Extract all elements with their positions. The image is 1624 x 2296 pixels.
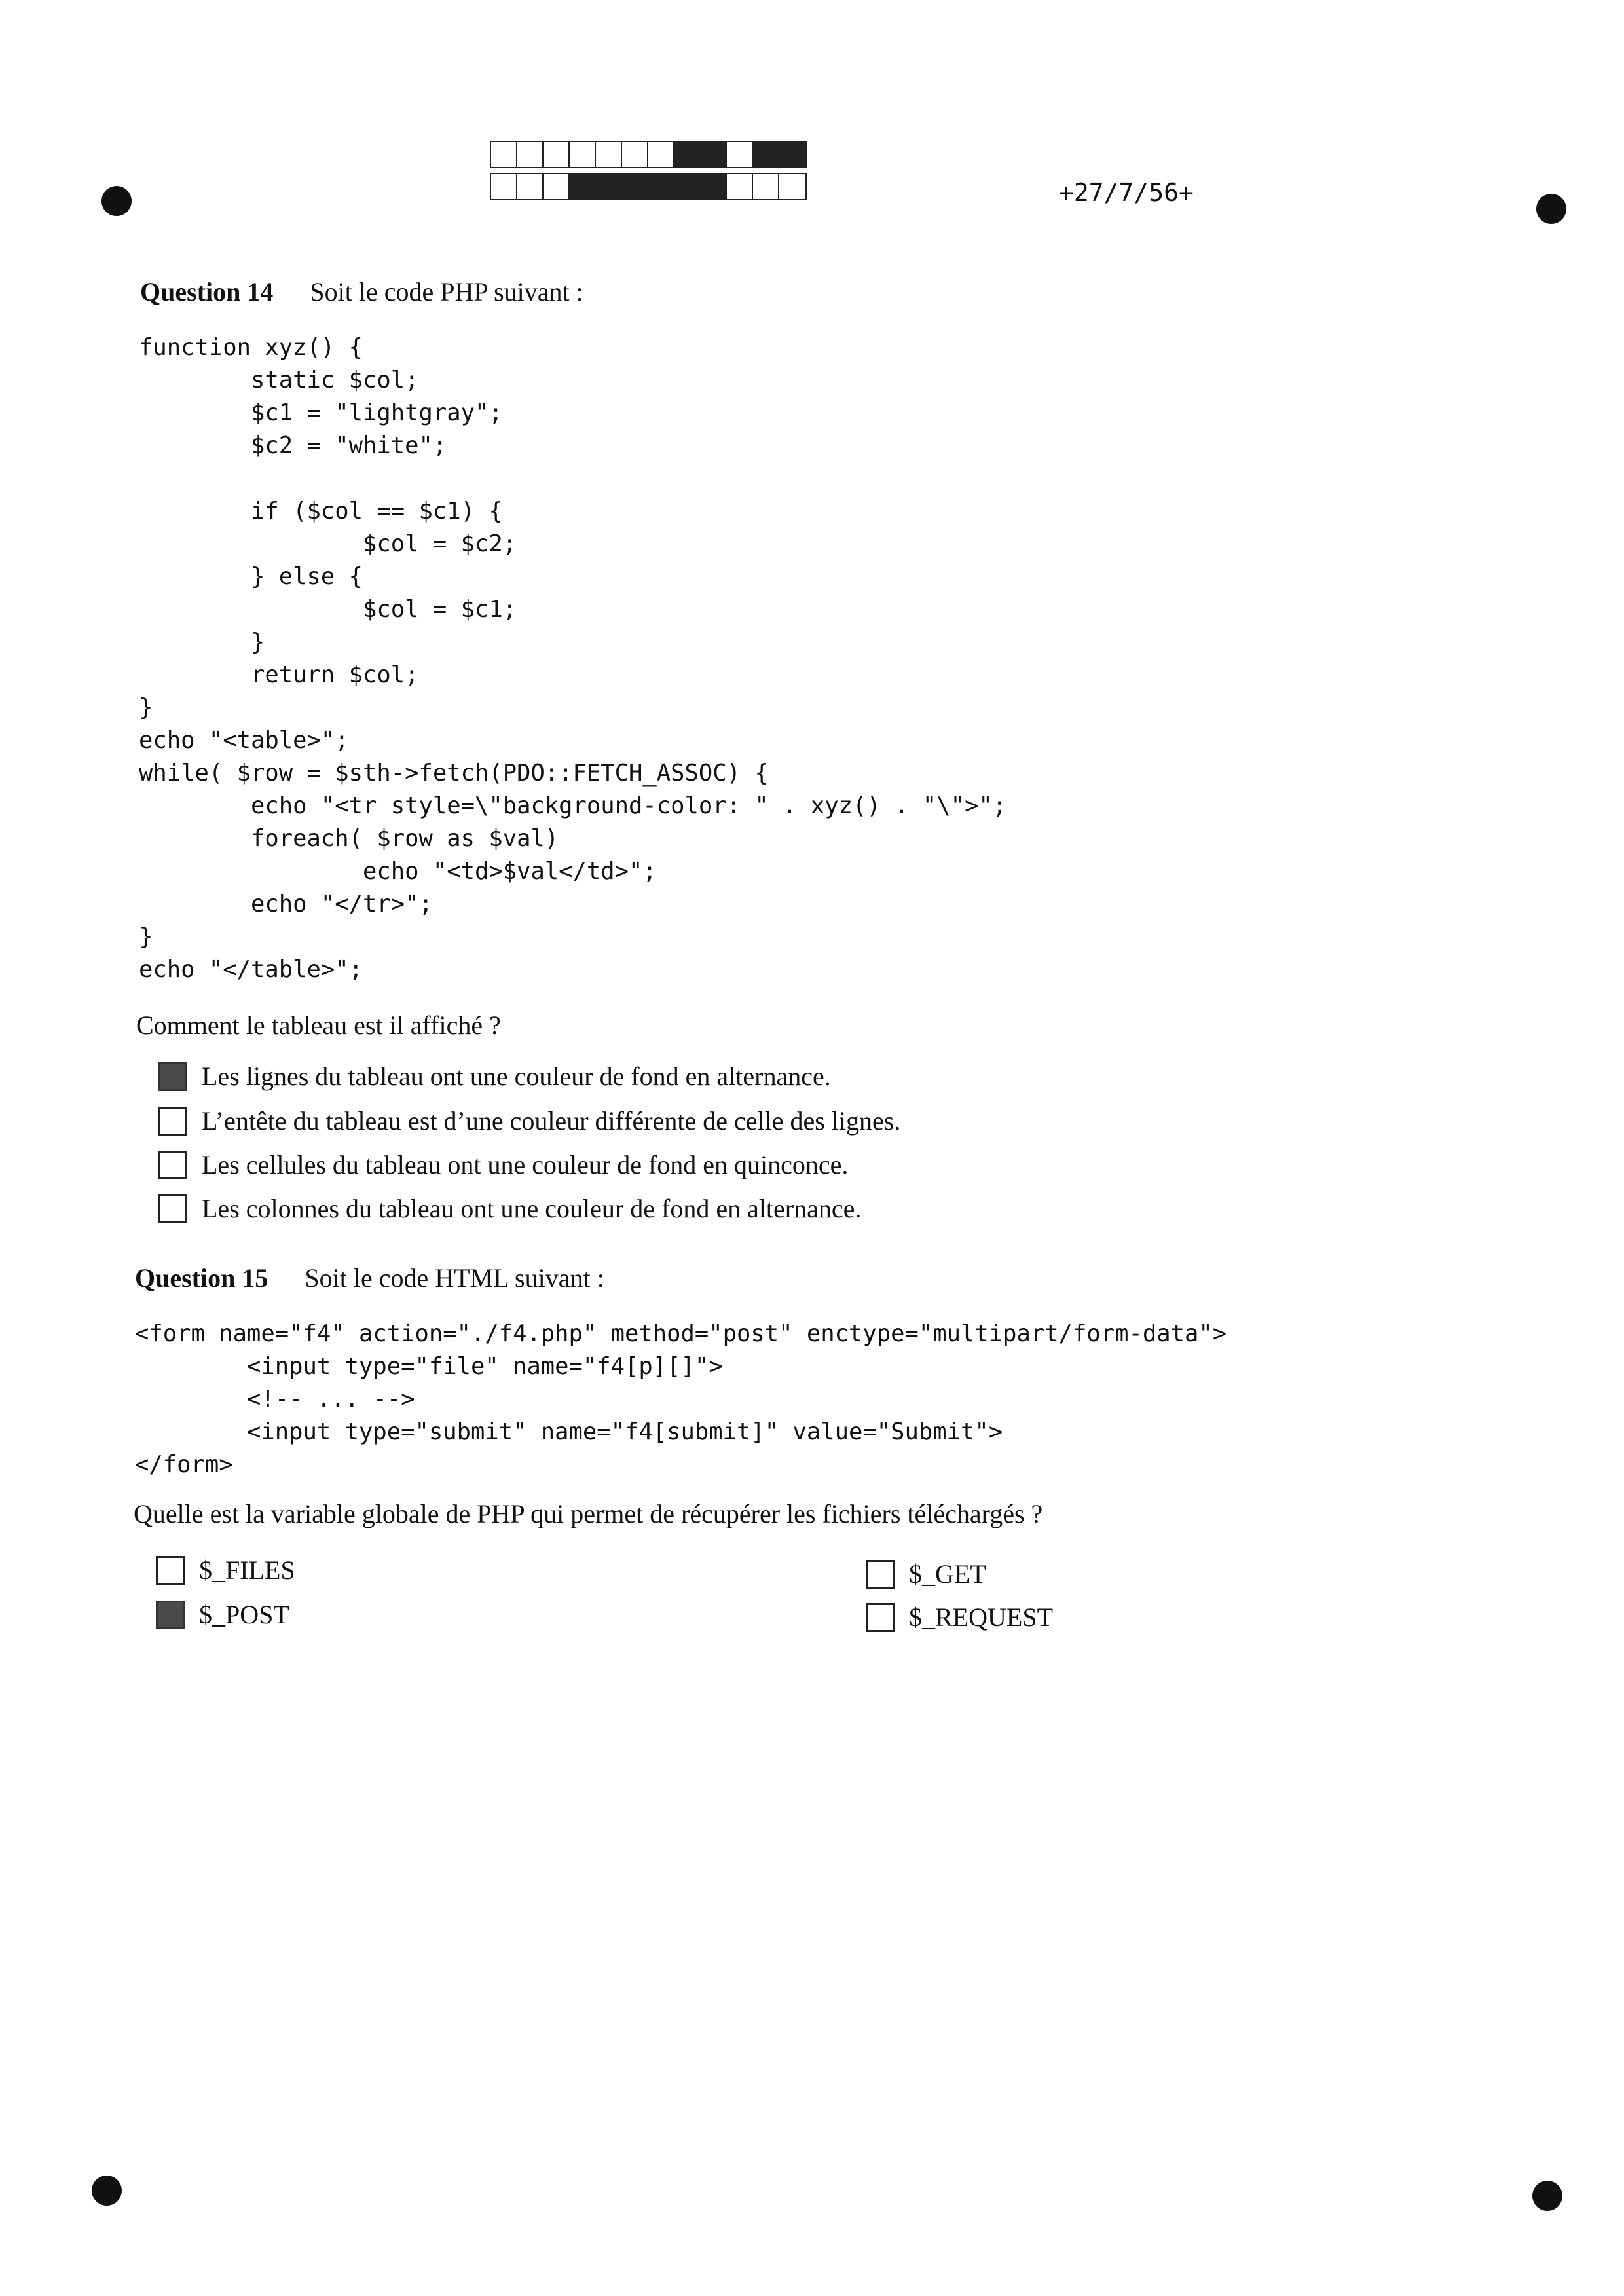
barcode-cell [779, 174, 805, 199]
registration-mark-top-left [101, 186, 132, 216]
barcode-cell [517, 174, 544, 199]
question-14-header [140, 276, 583, 307]
question-15-answer-get[interactable] [866, 1559, 986, 1589]
barcode-cell [570, 142, 596, 167]
barcode-cell [753, 142, 779, 167]
question-14-answer-3[interactable] [158, 1149, 848, 1180]
barcode-cell [622, 174, 648, 199]
question-15-intro: Soit le code HTML suivant : [304, 1263, 604, 1293]
barcode-cell [596, 174, 622, 199]
answer-checkbox[interactable] [158, 1107, 187, 1136]
registration-mark-bottom-left [92, 2176, 122, 2206]
barcode-cell [517, 142, 544, 167]
question-14-answer-1[interactable] [158, 1061, 831, 1092]
barcode-cell [727, 142, 753, 167]
answer-label: Les cellules du tableau ont une couleur de fond en quinconce. [202, 1150, 849, 1179]
registration-mark-bottom-right [1532, 2181, 1562, 2211]
answer-label: $_REQUEST [909, 1602, 1053, 1632]
question-15-number: Question 15 [135, 1263, 268, 1293]
answer-checkbox[interactable] [866, 1560, 895, 1589]
barcode-cell [491, 174, 517, 199]
answer-label: L’entête du tableau est d’une couleur différente de celle des lignes. [202, 1106, 901, 1136]
barcode-cell [596, 142, 622, 167]
question-15-code: <form name="f4" action="./f4.php" method="post" enctype="multipart/form-data"> <input type="file" name="f4[p][]"> <!-- ... --> <input type="submit" name="f4[submit]" value="Submit"> </form> [135, 1320, 1227, 1478]
barcode-cell [622, 142, 648, 167]
answer-label: $_POST [199, 1600, 289, 1629]
barcode-cell [570, 174, 596, 199]
question-15-prompt: Quelle est la variable globale de PHP qui permet de récupérer les fichiers téléchargés ? [134, 1499, 1043, 1528]
question-14-answer-2[interactable] [158, 1105, 900, 1136]
question-14-intro: Soit le code PHP suivant : [310, 277, 583, 306]
barcode-cell [753, 174, 779, 199]
barcode-cell [701, 142, 727, 167]
barcode-cell [674, 142, 701, 167]
answer-checkbox[interactable] [156, 1601, 185, 1629]
answer-label: $_GET [909, 1559, 986, 1589]
question-15-answer-post[interactable] [156, 1599, 289, 1630]
question-14-prompt: Comment le tableau est il affiché ? [136, 1010, 501, 1040]
answer-label: Les lignes du tableau ont une couleur de fond en alternance. [202, 1062, 831, 1091]
question-15-answer-files[interactable] [156, 1555, 295, 1585]
barcode-cell [674, 174, 701, 199]
answer-checkbox[interactable] [158, 1194, 187, 1223]
barcode-cell [648, 142, 674, 167]
question-15-answer-request[interactable] [866, 1602, 1053, 1633]
answer-checkbox[interactable] [158, 1062, 187, 1091]
answer-label: Les colonnes du tableau ont une couleur de fond en alternance. [202, 1194, 862, 1223]
answer-label: $_FILES [199, 1555, 295, 1585]
barcode-cell [491, 142, 517, 167]
question-14-number: Question 14 [140, 277, 274, 306]
barcode-cell [727, 174, 753, 199]
barcode-cell [648, 174, 674, 199]
barcode-cell [701, 174, 727, 199]
barcode-cell [544, 142, 570, 167]
barcode-row-2 [490, 173, 807, 200]
barcode-cell [544, 174, 570, 199]
answer-checkbox[interactable] [158, 1151, 187, 1179]
barcode-row-1 [490, 141, 807, 168]
answer-checkbox[interactable] [156, 1556, 185, 1585]
registration-mark-top-right [1536, 194, 1566, 224]
question-15-header [135, 1263, 604, 1293]
question-14-code: function xyz() { static $col; $c1 = "lightgray"; $c2 = "white"; if ($col == $c1) { $col = $c2; } else { $col = $c1; } return $col; } echo "<table>"; while( $row = $sth->fetch(PDO::FETCH_ASSOC) { echo "<tr style=\"background-color: " . xyz() . "\">"; foreach( $row as $val) echo "<td>$val</td>"; echo "</tr>"; } echo "</table>"; [139, 334, 1007, 983]
question-14-answer-4[interactable] [158, 1193, 861, 1224]
answer-checkbox[interactable] [866, 1603, 895, 1632]
barcode-cell [779, 142, 805, 167]
page-id: +27/7/56+ [1059, 178, 1194, 207]
